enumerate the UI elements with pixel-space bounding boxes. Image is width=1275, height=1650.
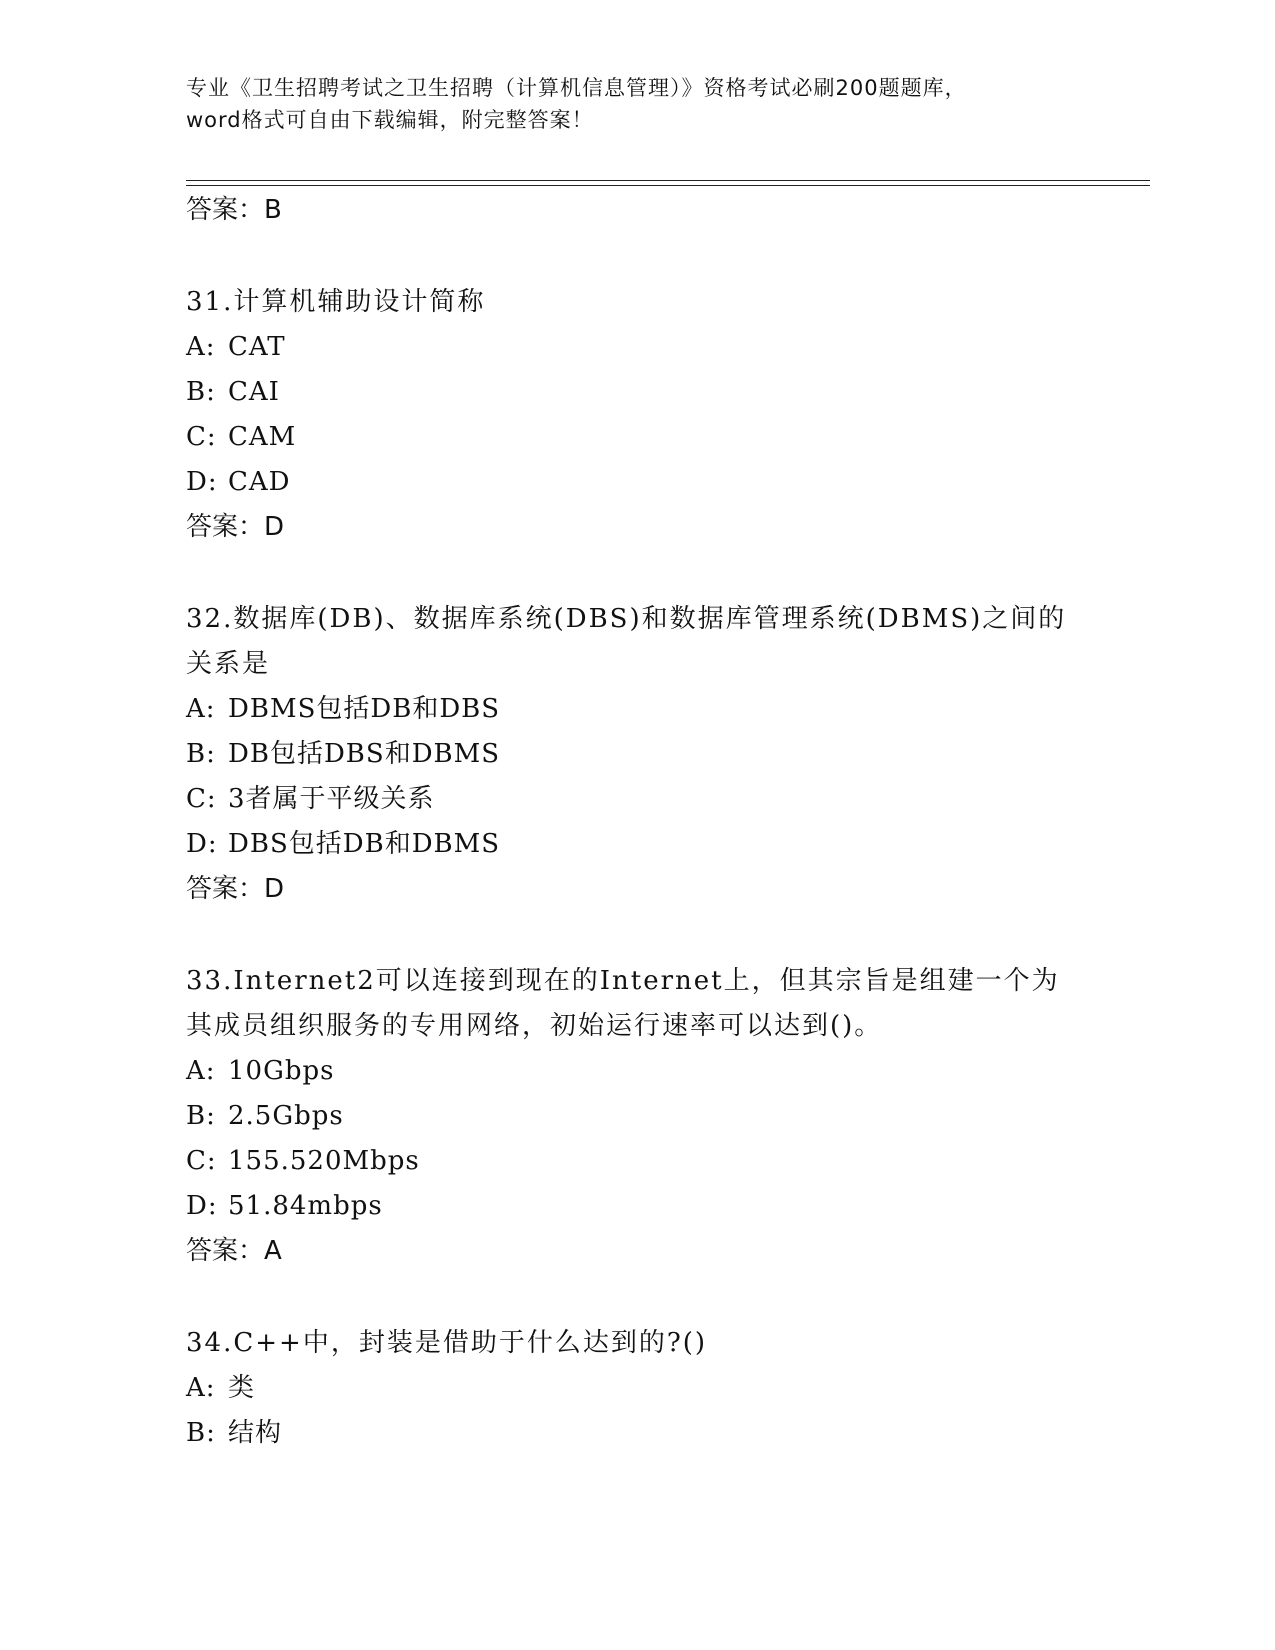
question-33: [186, 959, 1086, 1273]
question-stem: 32.数据库(DB)、数据库系统(DBS)和数据库管理系统(DBMS)之间的关系是: [186, 604, 1067, 679]
option-text: CAI: [228, 377, 280, 407]
option-text: 155.520Mbps: [228, 1146, 420, 1176]
option-label: D:: [186, 467, 218, 497]
option-label: C:: [186, 1146, 217, 1176]
option-text: CAD: [228, 467, 291, 497]
answer-line: 答案：D: [186, 874, 285, 904]
option-c: [186, 415, 1086, 460]
question-31: [186, 280, 1086, 549]
option-label: A:: [186, 332, 216, 362]
option-text: 51.84mbps: [228, 1191, 383, 1221]
header-divider-bottom: [186, 185, 1150, 186]
option-text: CAM: [228, 422, 297, 452]
option-b: [186, 370, 1086, 415]
option-text: DBS包括DB和DBMS: [228, 829, 501, 859]
option-a: [186, 687, 1086, 732]
option-text: 3者属于平级关系: [228, 784, 435, 814]
option-a: [186, 1049, 1086, 1094]
question-stem: 33.Internet2可以连接到现在的Internet上，但其宗旨是组建一个为其成员组织服务的专用网络，初始运行速率可以达到()。: [186, 966, 1060, 1041]
option-label: B:: [186, 739, 216, 769]
option-text: CAT: [228, 332, 286, 362]
header-line-1: 专业《卫生招聘考试之卫生招聘（计算机信息管理）》资格考试必刷200题题库，: [186, 76, 967, 100]
option-label: C:: [186, 422, 217, 452]
option-d: [186, 1184, 1086, 1229]
option-text: 2.5Gbps: [228, 1101, 344, 1131]
question-stem: 34.C++中，封装是借助于什么达到的?(): [186, 1328, 708, 1358]
option-label: A:: [186, 694, 216, 724]
option-label: C:: [186, 784, 217, 814]
option-text: 10Gbps: [228, 1056, 335, 1086]
header-line-2: word格式可自由下载编辑，附完整答案！: [186, 108, 594, 132]
question-32: [186, 597, 1086, 911]
option-d: [186, 822, 1086, 867]
document-header: [186, 72, 1086, 136]
option-label: A:: [186, 1056, 216, 1086]
question-34: [186, 1321, 1086, 1456]
option-label: A:: [186, 1373, 216, 1403]
option-b: [186, 732, 1086, 777]
option-c: [186, 777, 1086, 822]
option-label: B:: [186, 1101, 216, 1131]
option-c: [186, 1139, 1086, 1184]
answer-line: 答案：A: [186, 1236, 282, 1266]
option-d: [186, 460, 1086, 505]
header-divider-top: [186, 180, 1150, 181]
option-b: [186, 1411, 1086, 1456]
option-label: B:: [186, 1418, 216, 1448]
option-label: B:: [186, 377, 216, 407]
option-a: [186, 1366, 1086, 1411]
option-text: 类: [228, 1373, 256, 1403]
option-text: DBMS包括DB和DBS: [228, 694, 501, 724]
option-label: D:: [186, 1191, 218, 1221]
answer-line: 答案：B: [186, 195, 282, 225]
answer-line: 答案：D: [186, 512, 285, 542]
option-a: [186, 325, 1086, 370]
option-label: D:: [186, 829, 218, 859]
question-stem: 31.计算机辅助设计简称: [186, 287, 486, 317]
option-text: DB包括DBS和DBMS: [228, 739, 501, 769]
option-b: [186, 1094, 1086, 1139]
option-text: 结构: [228, 1418, 283, 1448]
question-list: [186, 188, 1086, 1456]
